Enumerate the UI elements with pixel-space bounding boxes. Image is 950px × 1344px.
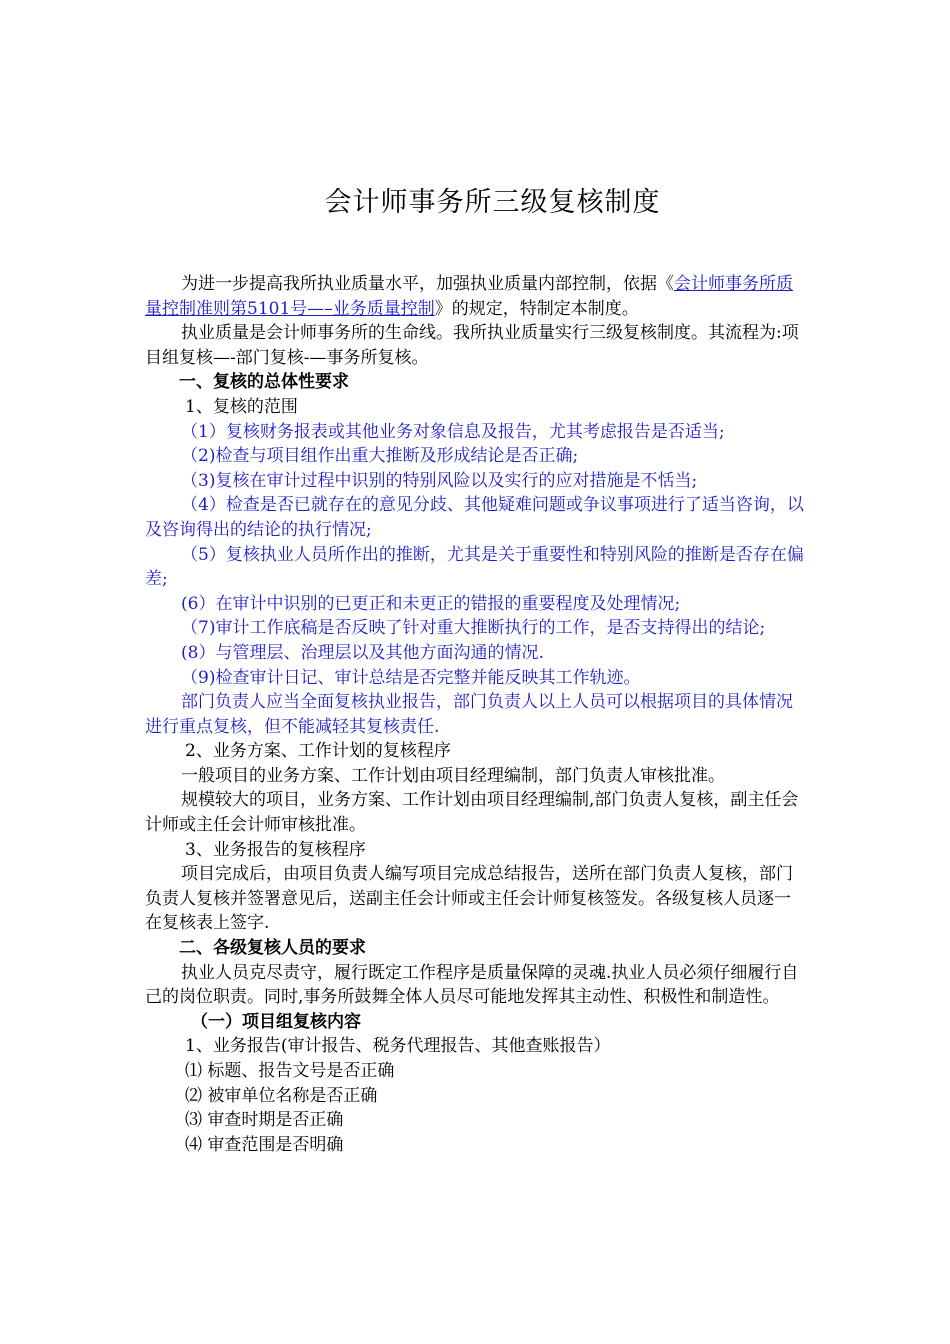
document-body — [145, 272, 807, 1157]
section-1-2-paragraph-2: 规模较大的项目，业务方案、工作计划由项目经理编制,部门负责人复核，副主任会计师或主任会计师审核批准。 — [145, 790, 799, 836]
scope-item-1: （1）复核财务报表或其他业务对象信息及报告，尤其考虑报告是否适当; — [181, 421, 725, 442]
intro-paragraph-1 — [145, 272, 807, 321]
check-item-3: ⑶ 审查时期是否正确 — [185, 1110, 344, 1131]
scope-item-5: （5）复核执业人员所作出的推断，尤其是关于重要性和特别风险的推断是否存在偏差; — [145, 544, 804, 590]
section-1-3-heading: 3、业务报告的复核程序 — [185, 839, 366, 860]
scope-item-2: （2)检查与项目组作出重大推断及形成结论是否正确; — [181, 446, 579, 467]
scope-item-8: (8）与管理层、治理层以及其他方面沟通的情况. — [181, 642, 544, 663]
intro-paragraph-2: 执业质量是会计师事务所的生命线。我所执业质量实行三级复核制度。其流程为:项目组复核—-部门复核-—事务所复核。 — [145, 323, 799, 368]
scope-item-6: (6）在审计中识别的已更正和未更正的错报的重要程度及处理情况; — [181, 593, 681, 614]
section-1-2-heading: 2、业务方案、工作计划的复核程序 — [185, 741, 451, 762]
section-1-heading: 一、复核的总体性要求 — [179, 372, 349, 393]
section-2-1-heading: （一）项目组复核内容 — [191, 1011, 361, 1032]
section-2-paragraph-1: 执业人员克尽责守，履行既定工作程序是质量保障的灵魂.执业人员必须仔细履行自己的岗位职责。同时,事务所鼓舞全体人员尽可能地发挥其主动性、积极性和制造性。 — [145, 962, 799, 1008]
scope-item-7: （7)审计工作底稿是否反映了针对重大推断执行的工作，是否支持得出的结论; — [181, 618, 766, 639]
document-title: 会计师事务所三级复核制度 — [324, 187, 661, 218]
section-2-1-a: 1、业务报告(审计报告、税务代理报告、其他查账报告） — [185, 1036, 611, 1057]
section-1-2-paragraph-1: 一般项目的业务方案、工作计划由项目经理编制，部门负责人审核批准。 — [181, 765, 725, 786]
check-item-4: ⑷ 审查范围是否明确 — [185, 1134, 344, 1155]
intro1-pre: 为进一步提高我所执业质量水平，加强执业质量内部控制，依据《 — [181, 274, 674, 294]
section-1-3-paragraph-1: 项目完成后，由项目负责人编写项目完成总结报告，送所在部门负责人复核，部门负责人复核并签署意见后，送副主任会计师或主任会计师复核签发。各级复核人员逐一在复核表上签字. — [145, 864, 793, 934]
scope-item-4: （4）检查是否已就存在的意见分歧、其他疑难问题或争议事项进行了适当咨询，以及咨询得出的结论的执行情况; — [145, 495, 804, 540]
section-1-1-heading: 1、复核的范围 — [185, 396, 298, 417]
scope-item-9: （9)检查审计日记、审计总结是否完整并能反映其工作轨迹。 — [181, 667, 641, 688]
check-item-2: ⑵ 被审单位名称是否正确 — [185, 1085, 378, 1106]
check-item-1: ⑴ 标题、报告文号是否正确 — [185, 1061, 395, 1081]
review-responsibility-paragraph: 部门负责人应当全面复核执业报告，部门负责人以上人员可以根据项目的具体情况进行重点复核，但不能减轻其复核责任. — [145, 692, 793, 737]
section-2-heading: 二、各级复核人员的要求 — [179, 938, 366, 959]
intro1-post: 》的规定，特制定本制度。 — [434, 298, 639, 319]
scope-item-3: （3)复核在审计过程中识别的特别风险以及实行的应对措施是不恬当; — [181, 470, 698, 491]
standard-link[interactable]: 会计师事务所质量控制准则第5101号—–业务质量控制 — [145, 274, 793, 319]
